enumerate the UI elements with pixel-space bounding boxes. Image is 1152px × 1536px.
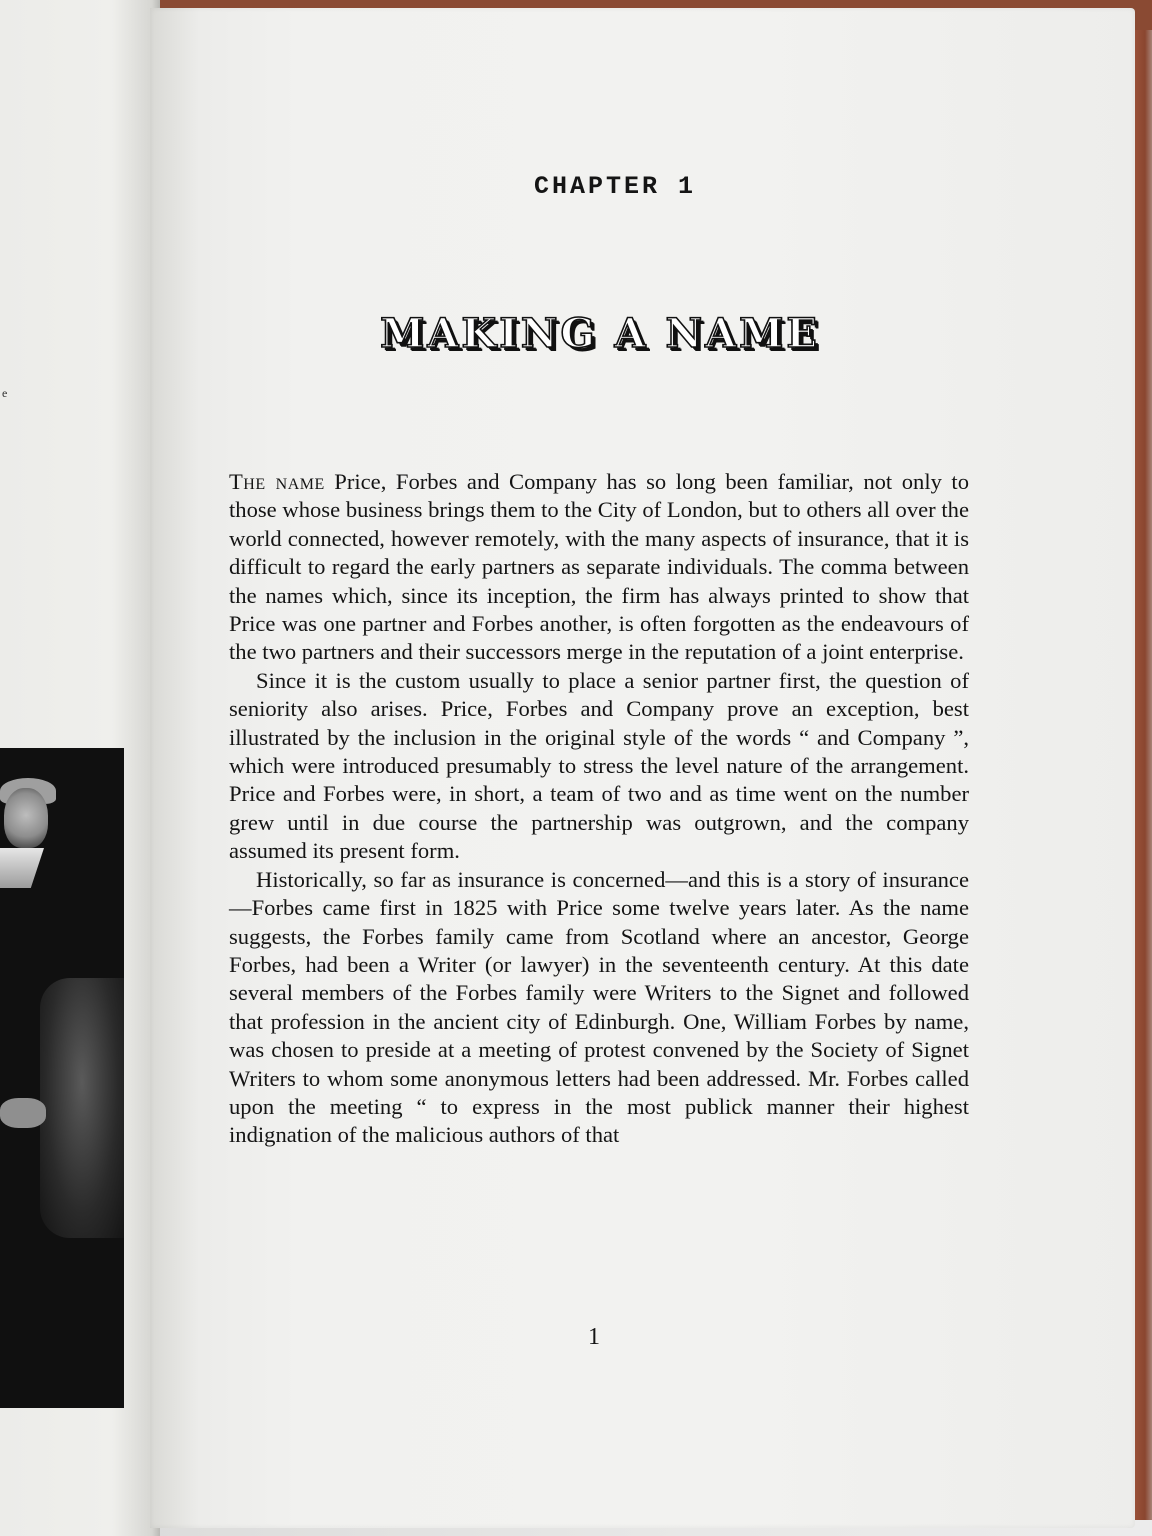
page-number: 1	[588, 1324, 600, 1350]
left-page-margin-mark: e	[2, 386, 8, 400]
paragraph-3: Historically, so far as insurance is concerned—and this is a story of insurance—Forbes came first in 1825 with Price some twelve years later. As the name suggests, the Forbes family came from Scotland where an ancestor, George Forbes, had been a Writer (or lawyer) in the seventeenth century. At this date several members of the Forbes family were Writers to the Signet and followed that profession in the ancient city of Edinburgh. One, William Forbes by name, was chosen to preside at a meeting of protest convened by the Society of Signet Writers to whom some anonymous letters had been addressed. Mr. Forbes called upon the meeting “ to express in the most publick manner their highest indignation of the malicious authors of that	[229, 866, 969, 1148]
lead-in-words: The name	[229, 469, 325, 494]
paragraph-2: Since it is the custom usually to place a senior partner first, the question of seniority also arises. Price, Forbes and Company prove an exception, best illustrated by the inclusion in the original style of the words “ and Company ”, which were introduced presumably to stress the level nature of the arrangement. Price and Forbes were, in short, a team of two and as time went on the number grew until in due course the partnership was outgrown, and the company assumed its present form.	[229, 667, 969, 864]
portrait-face	[4, 788, 48, 848]
portrait-hand	[0, 1098, 46, 1128]
portrait-chair	[40, 978, 124, 1238]
chapter-label: CHAPTER 1	[533, 172, 697, 201]
left-facing-page	[0, 0, 160, 1536]
paragraph-1	[229, 468, 969, 667]
paragraph-1-text: Price, Forbes and Company has so long been familiar, not only to those whose business brings them to the City of London, but to others all over the world connected, however remotely, with the many aspects of insurance, that it is difficult to regard the early partners as separate individuals. The comma between the names which, since its inception, the firm has always printed to show that Price was one partner and Forbes another, is often forgotten as the endeavours of the two partners and their successors merge in the reputation of a joint enterprise.	[229, 469, 969, 665]
portrait-photograph	[0, 748, 124, 1408]
chapter-title: MAKING A NAME	[380, 310, 820, 357]
portrait-collar	[0, 848, 44, 888]
chapter-body	[229, 468, 969, 1150]
